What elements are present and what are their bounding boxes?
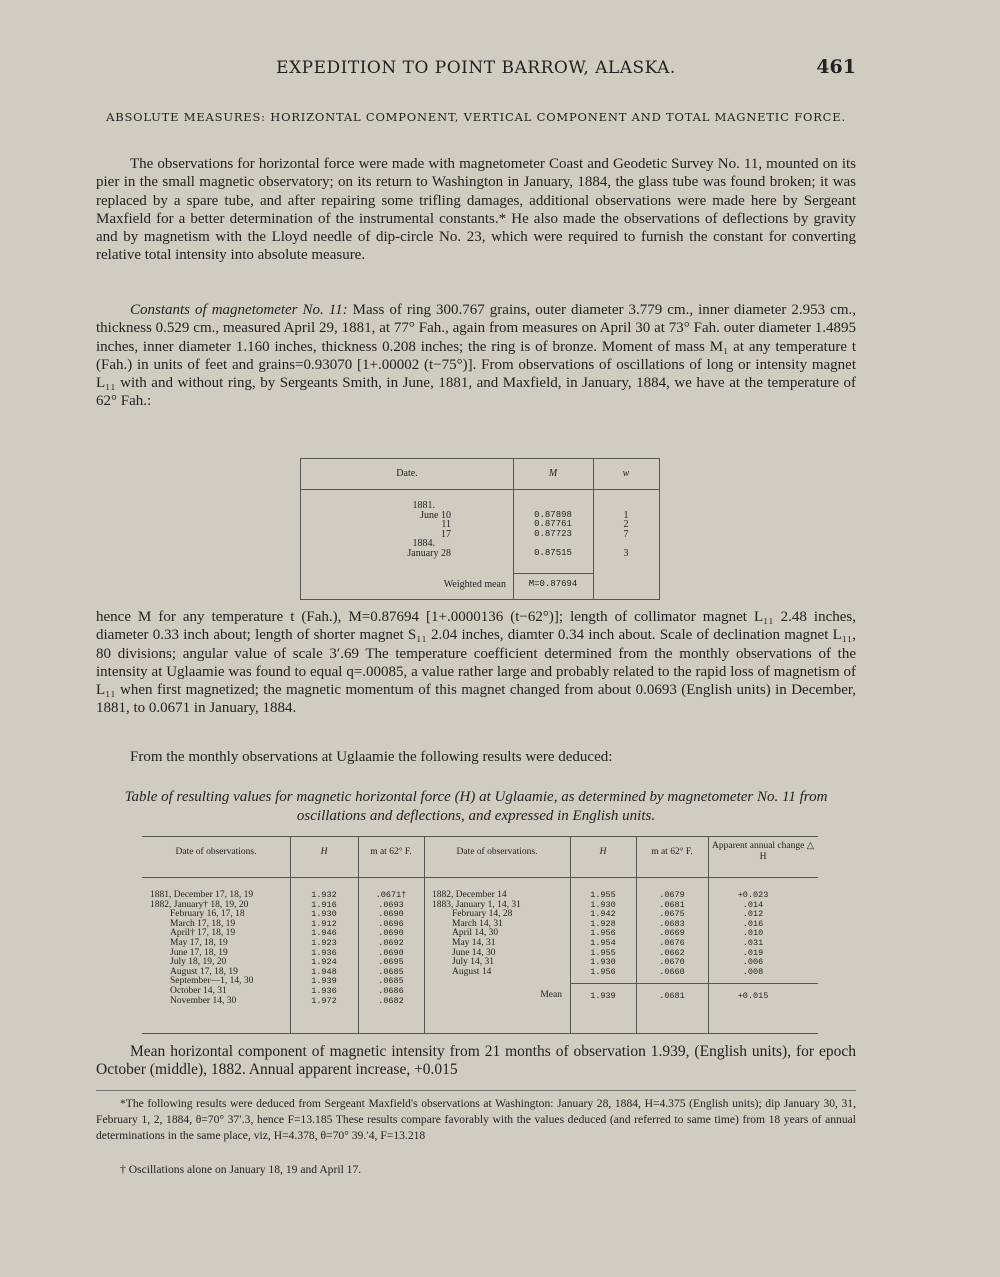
row-h: 1.956: [590, 966, 616, 977]
row-date: October 14, 31: [170, 985, 227, 996]
magnetometer-moment-table: [300, 458, 660, 600]
table-row: [301, 549, 659, 559]
row-h: 1.948: [311, 966, 337, 977]
row-w: 2: [623, 519, 629, 530]
row-date: January 28: [407, 547, 451, 559]
row-change: .019: [742, 947, 764, 958]
page-header: [96, 58, 856, 84]
row-h: 1.972: [311, 995, 337, 1006]
row-date: 1881.: [412, 500, 435, 511]
row-m: .0681: [659, 899, 685, 910]
row-m: .0682: [378, 995, 404, 1006]
col-m-right: m at 62° F.: [651, 847, 693, 857]
footnote-dagger: † Oscillations alone on January 18, 19 and April 17.: [120, 1163, 362, 1176]
mean-label: Mean: [540, 990, 562, 1000]
row-date: June 14, 30: [452, 947, 496, 958]
row-m: .0690: [378, 928, 404, 939]
row-w: 1: [623, 509, 629, 521]
col-h-left: H: [320, 847, 328, 857]
mean-label: Weighted mean: [443, 579, 506, 590]
col-date-header: Date.: [396, 468, 418, 479]
row-h: 1.936: [311, 947, 337, 958]
row-date: November 14, 30: [170, 995, 237, 1006]
table-mean-row: [301, 575, 659, 599]
table-row: [424, 968, 818, 978]
row-date: February 16, 17, 18: [170, 909, 245, 920]
row-m: .0675: [659, 909, 685, 920]
row-m: .0670: [659, 957, 685, 968]
row-h: 1.930: [590, 899, 616, 910]
paragraph-mean: Mean horizontal component of magnetic intensity from 21 months of observation 1.939, (English units), for epoch October (middle), 1882. Annual apparent increase, +0.015: [96, 1043, 856, 1079]
row-date: April† 17, 18, 19: [170, 928, 236, 939]
row-date: September—1, 14, 30: [170, 976, 254, 987]
row-date: June 17, 18, 19: [170, 947, 228, 958]
row-m: .0679: [659, 890, 685, 900]
row-m: 0.87723: [534, 528, 572, 539]
table-row: [301, 511, 659, 521]
row-h: 1.942: [590, 909, 616, 920]
row-m: .0693: [378, 899, 404, 910]
row-change: .016: [742, 918, 764, 929]
row-m: .0662: [659, 947, 685, 958]
row-h: 1.955: [590, 947, 616, 958]
row-date: 17: [441, 528, 451, 540]
row-change: .012: [742, 909, 764, 920]
col-date-right: Date of observations.: [456, 847, 538, 857]
horizontal-force-table: [142, 836, 818, 1034]
mean-value: M=0.87694: [528, 579, 578, 589]
row-m: .0671†: [375, 890, 407, 900]
col-annual-change: Apparent annual change △ H: [712, 841, 814, 862]
row-m: .0690: [378, 909, 404, 920]
row-m: .0695: [378, 957, 404, 968]
mean-m: .0681: [659, 991, 685, 1001]
row-h: 1.954: [590, 937, 616, 948]
row-date: 1883, January 1, 14, 31: [432, 899, 521, 910]
row-change: .031: [742, 937, 764, 948]
row-date: March 17, 18, 19: [170, 918, 236, 929]
table-row: [301, 539, 659, 549]
row-date: June 10: [420, 509, 451, 521]
row-date: May 17, 18, 19: [170, 937, 228, 948]
table-row: [301, 520, 659, 530]
row-date: August 14: [452, 966, 492, 977]
paragraph-hence: hence M for any temperature t (Fah.), M=0.87694 [1+.0000136 (t−62°)]; length of collimator magnet L₁₁ 2.48 inches, diameter 0.33 inch about; length of shorter magnet S₁₁ 2.04 inches, diamter 0.34 inch about. Scale of declination magnet L₁₁, 80 divisions; angular value of scale 3′.69 The temperature coefficient determined from the monthly observations of the intensity at Uglaamie was found to equal q=.00085, a value rather large and probably related to the rapid loss of magnetism of L₁₁ when first magnetized; the magnetic momentum of this magnet changed from about 0.0693 (English units) in December, 1881, to 0.0671 in January, 1884.: [96, 609, 856, 717]
mean-h: 1.939: [590, 991, 616, 1001]
paragraph-constants: [96, 301, 856, 411]
table-body: [301, 501, 659, 558]
row-h: 1.932: [311, 890, 337, 900]
col-m-header: M: [548, 468, 558, 479]
paragraph-intro: The observations for horizontal force were made with magnetometer Coast and Geodetic Survey No. 11, mounted on its pier in the small magnetic observatory; on its return to Washington in January, 1884, the glass tube was found broken; it was replaced by a spare tube, and after repairing some trifling damages, additional observations were made here by Sergeant Maxfield for a better determination of the instrumental constants.* He also made the observations of deflections by gravity and by magnetism with the Lloyd needle of dip-circle No. 23, which were required to furnish the constant for converting relative total intensity into absolute measure.: [96, 156, 856, 264]
row-h: 1.923: [311, 937, 337, 948]
row-h: 1.928: [590, 918, 616, 929]
row-date: April 14, 30: [452, 928, 499, 939]
row-date: May 14, 31: [452, 937, 496, 948]
row-m: .0669: [659, 928, 685, 939]
row-m: .0686: [378, 985, 404, 996]
row-date: March 14, 31: [452, 918, 503, 929]
row-w: 7: [623, 528, 629, 540]
row-h: 1.946: [311, 928, 337, 939]
row-m: .0696: [378, 918, 404, 929]
row-m: .0685: [378, 976, 404, 987]
row-date: 1881, December 17, 18, 19: [150, 890, 254, 900]
row-h: 1.924: [311, 957, 337, 968]
row-m: .0690: [378, 947, 404, 958]
row-change: +0.023: [737, 890, 769, 900]
mean-change: +0.015: [737, 991, 769, 1001]
row-m: 0.87898: [534, 509, 572, 520]
constants-heading: Constants of magnetometer No. 11:: [130, 302, 348, 318]
row-m: 0.87761: [534, 519, 572, 529]
row-date: 1882, December 14: [432, 890, 507, 900]
running-title: EXPEDITION TO POINT BARROW, ALASKA.: [276, 58, 676, 78]
footnote-star: *The following results were deduced from Sergeant Maxfield's observations at Washington: January 28, 1884, H=4.375 (English units); dip January 30, 31, February 1, 2, 1884, θ=70° 37′.3, hence F=13.185 These results compare favorably with the values deduced (and referred to same time) from 18 years of annual determinations in the same place, viz, H=4.378, θ=70° 39.′4, F=13.218: [96, 1097, 856, 1142]
row-w: 3: [623, 547, 629, 559]
table-header: [301, 459, 659, 490]
constants-body: Mass of ring 300.767 grains, outer diameter 3.779 cm., inner diameter 2.953 cm., thickness 0.529 cm., measured April 29, 1881, at 77° Fah., again from measures on April 30 at 73° Fah. outer diameter 1.4895 inches, inner diameter 1.160 inches, thickness 0.208 inches; the ring is of bronze. Moment of mass M₁ at any temperature t (Fah.) in units of feet and grains=0.93070 [1+.00002 (t−75°)]. From observations of oscillations of long or intensity magnet L₁₁ with and without ring, by Sergeants Smith, in June, 1881, and Maxfield, in January, 1884, we have at the temperature of 62° Fah.:: [96, 302, 856, 410]
row-date: August 17, 18, 19: [170, 966, 238, 977]
row-h: 1.956: [590, 928, 616, 939]
row-h: 1.955: [590, 890, 616, 900]
right-column-body: [424, 891, 818, 977]
page-number: 461: [816, 56, 856, 78]
col-date-left: Date of observations.: [175, 847, 257, 857]
row-m: .0683: [659, 918, 685, 929]
col-w-header: w: [622, 468, 630, 479]
row-m: 0.87515: [534, 547, 572, 558]
left-column-body: [142, 891, 424, 1006]
col-h-right: H: [599, 847, 607, 857]
row-h: 1.930: [311, 909, 337, 920]
row-date: 1884.: [412, 538, 435, 549]
paragraph-monthly: From the monthly observations at Uglaamie the following results were deduced:: [130, 749, 613, 765]
table-row: [142, 997, 424, 1007]
row-date: July 14, 31: [452, 957, 494, 968]
row-h: 1.930: [590, 957, 616, 968]
row-change: .006: [742, 957, 764, 968]
table-caption: Table of resulting values for magnetic horizontal force (H) at Uglaamie, as determined by magnetometer No. 11 from oscillations and deflections, and expressed in English units.: [124, 789, 828, 824]
row-h: 1.939: [311, 976, 337, 987]
row-m: .0692: [378, 937, 404, 948]
table-row: [301, 530, 659, 540]
row-change: .014: [742, 899, 764, 910]
row-change: .008: [742, 966, 764, 977]
col-m-left: m at 62° F.: [370, 847, 412, 857]
row-m: .0676: [659, 937, 685, 948]
row-date: 1882, January† 18, 19, 20: [150, 899, 249, 910]
row-m: .0685: [378, 966, 404, 977]
row-h: 1.936: [311, 985, 337, 996]
row-h: 1.916: [311, 899, 337, 910]
row-change: .010: [742, 928, 764, 939]
row-date: 11: [441, 519, 451, 530]
table-header: [142, 837, 818, 878]
row-date: February 14, 28: [452, 909, 513, 920]
row-h: 1.912: [311, 918, 337, 929]
table-row: [301, 501, 659, 511]
section-title: ABSOLUTE MEASURES: HORIZONTAL COMPONENT, VERTICAL COMPONENT AND TOTAL MAGNETIC FORCE.: [106, 110, 846, 124]
row-date: July 18, 19, 20: [170, 957, 227, 968]
row-m: .0660: [659, 966, 685, 977]
